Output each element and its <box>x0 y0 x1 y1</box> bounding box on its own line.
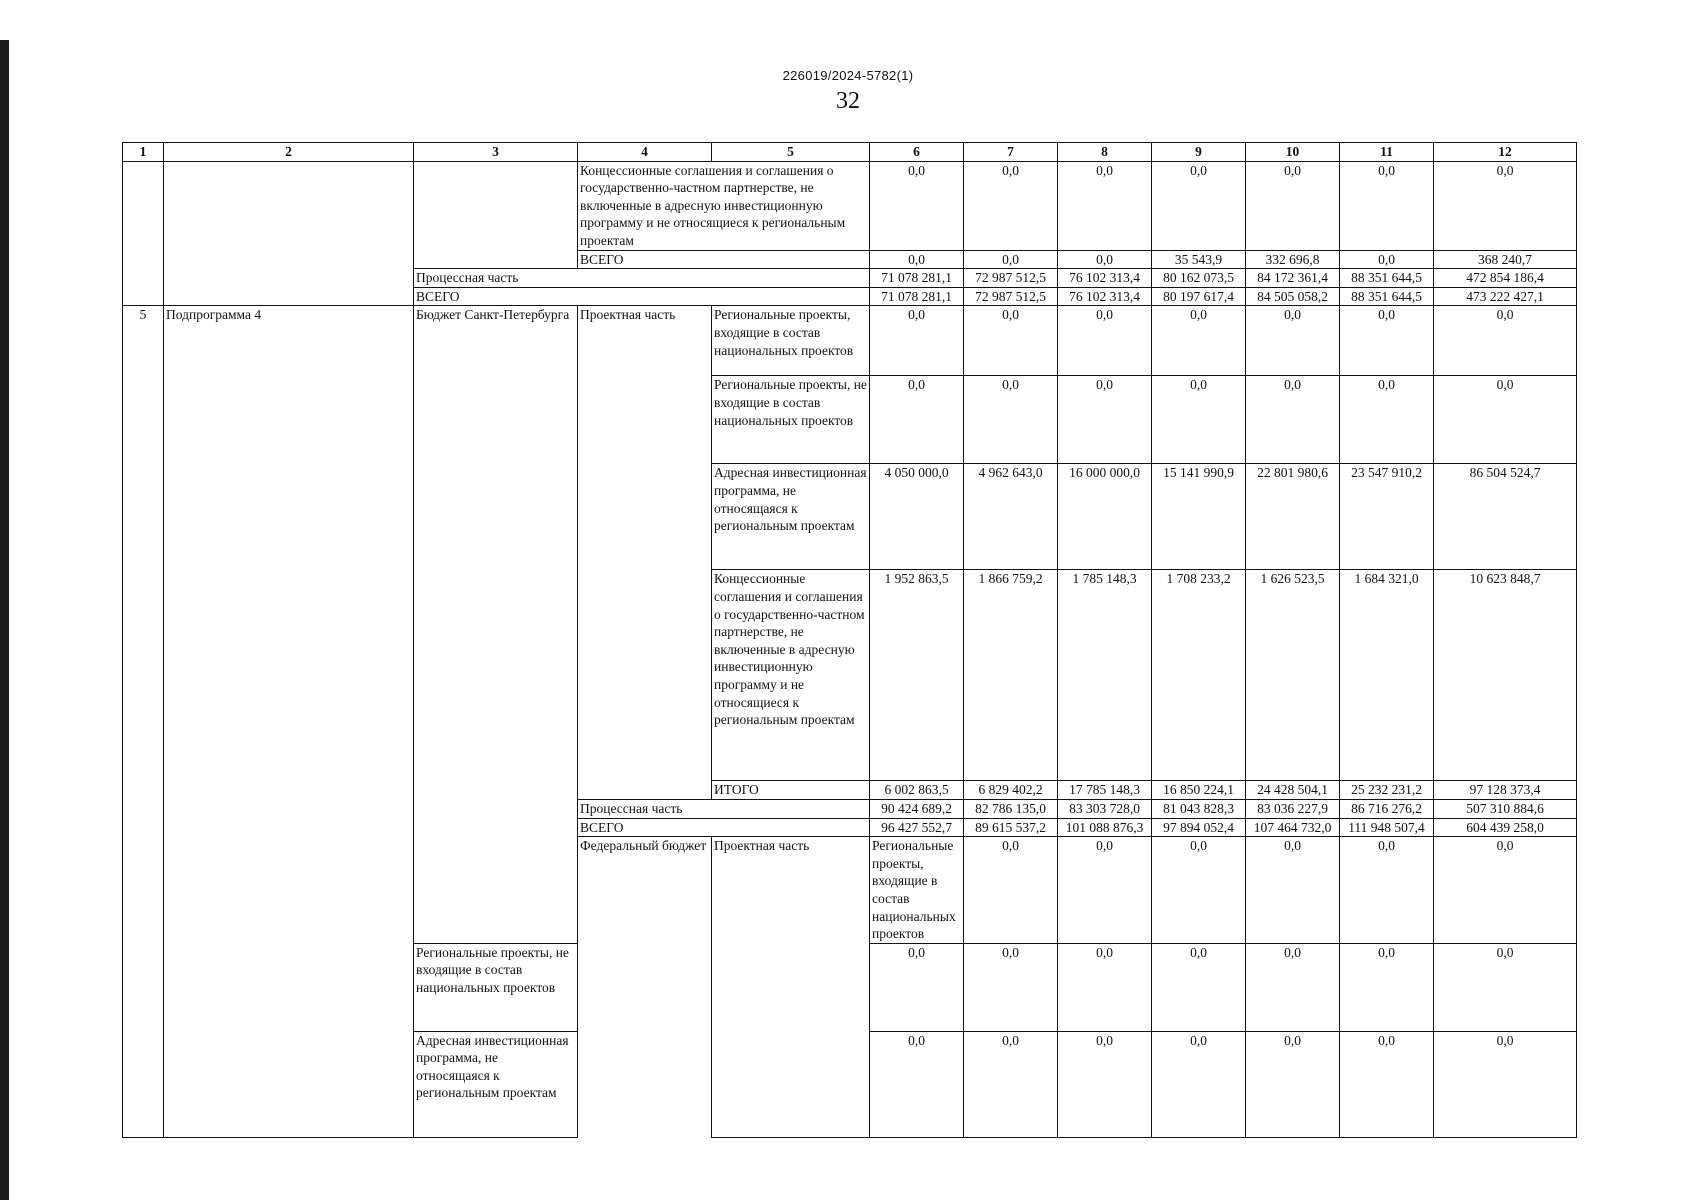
value-cell: 86 504 524,7 <box>1434 464 1577 570</box>
value-cell: 80 197 617,4 <box>1152 287 1246 306</box>
value-cell: 0,0 <box>1152 837 1246 944</box>
value-cell: 0,0 <box>1340 837 1434 944</box>
column-header: 2 <box>164 143 414 162</box>
value-cell: 0,0 <box>964 376 1058 464</box>
table-row <box>123 306 1577 376</box>
column-header: 3 <box>414 143 578 162</box>
value-cell: 86 716 276,2 <box>1340 799 1434 818</box>
value-cell: 0,0 <box>964 943 1058 1031</box>
value-cell: 23 547 910,2 <box>1340 464 1434 570</box>
value-cell: 25 232 231,2 <box>1340 781 1434 800</box>
value-cell: 507 310 884,6 <box>1434 799 1577 818</box>
value-cell: 0,0 <box>1340 376 1434 464</box>
column-header: 10 <box>1246 143 1340 162</box>
budget-table <box>122 142 1577 1138</box>
value-cell: 80 162 073,5 <box>1152 269 1246 288</box>
row-label: ИТОГО <box>712 781 870 800</box>
value-cell: 16 850 224,1 <box>1152 781 1246 800</box>
value-cell: 0,0 <box>964 837 1058 944</box>
value-cell: 88 351 644,5 <box>1340 269 1434 288</box>
value-cell: 0,0 <box>1058 837 1152 944</box>
part-label: Проектная часть <box>712 837 870 1138</box>
value-cell: 0,0 <box>1340 306 1434 376</box>
value-cell: 1 708 233,2 <box>1152 570 1246 781</box>
value-cell: 72 987 512,5 <box>964 287 1058 306</box>
value-cell: 101 088 876,3 <box>1058 818 1152 837</box>
value-cell: 1 952 863,5 <box>870 570 964 781</box>
column-header: 4 <box>578 143 712 162</box>
value-cell: 17 785 148,3 <box>1058 781 1152 800</box>
value-cell: 22 801 980,6 <box>1246 464 1340 570</box>
value-cell: 0,0 <box>1058 943 1152 1031</box>
value-cell: 4 962 643,0 <box>964 464 1058 570</box>
part-label: Проектная часть <box>578 306 712 800</box>
column-header: 7 <box>964 143 1058 162</box>
column-header: 12 <box>1434 143 1577 162</box>
value-cell: 1 866 759,2 <box>964 570 1058 781</box>
value-cell: 1 785 148,3 <box>1058 570 1152 781</box>
cell-empty <box>123 161 164 306</box>
value-cell: 0,0 <box>1434 376 1577 464</box>
header-row <box>123 143 1577 162</box>
row-label: Процессная часть <box>414 269 870 288</box>
row-label: Процессная часть <box>578 799 870 818</box>
value-cell: 90 424 689,2 <box>870 799 964 818</box>
column-header: 1 <box>123 143 164 162</box>
value-cell: 0,0 <box>870 1031 964 1137</box>
value-cell: 35 543,9 <box>1152 250 1246 269</box>
value-cell: 111 948 507,4 <box>1340 818 1434 837</box>
value-cell: 15 141 990,9 <box>1152 464 1246 570</box>
row-label: Региональные проекты, входящие в состав национальных проектов <box>712 306 870 376</box>
value-cell: 0,0 <box>1152 1031 1246 1137</box>
value-cell: 0,0 <box>1434 943 1577 1031</box>
value-cell: 332 696,8 <box>1246 250 1340 269</box>
column-header: 8 <box>1058 143 1152 162</box>
value-cell: 0,0 <box>1340 943 1434 1031</box>
value-cell: 0,0 <box>1152 306 1246 376</box>
value-cell: 0,0 <box>1434 1031 1577 1137</box>
value-cell: 82 786 135,0 <box>964 799 1058 818</box>
value-cell: 0,0 <box>1434 161 1577 250</box>
value-cell: 97 894 052,4 <box>1152 818 1246 837</box>
row-label: Адресная инвестиционная программа, не относящаяся к региональным проектам <box>712 464 870 570</box>
value-cell: 473 222 427,1 <box>1434 287 1577 306</box>
funding-source: Бюджет Санкт-Петербурга <box>414 306 578 943</box>
value-cell: 0,0 <box>964 1031 1058 1137</box>
row-label: Региональные проекты, не входящие в состав национальных проектов <box>414 943 578 1031</box>
value-cell: 604 439 258,0 <box>1434 818 1577 837</box>
value-cell: 0,0 <box>1058 376 1152 464</box>
subprogram-name: Подпрограмма 4 <box>164 306 414 1137</box>
value-cell: 4 050 000,0 <box>870 464 964 570</box>
value-cell: 0,0 <box>1058 161 1152 250</box>
cell-empty <box>414 161 578 269</box>
table-row <box>123 161 1577 250</box>
value-cell: 71 078 281,1 <box>870 287 964 306</box>
value-cell: 0,0 <box>1246 1031 1340 1137</box>
value-cell: 368 240,7 <box>1434 250 1577 269</box>
page-number: 32 <box>836 88 860 114</box>
value-cell: 24 428 504,1 <box>1246 781 1340 800</box>
value-cell: 0,0 <box>870 306 964 376</box>
value-cell: 97 128 373,4 <box>1434 781 1577 800</box>
row-label: Региональные проекты, входящие в состав национальных проектов <box>870 837 964 944</box>
value-cell: 0,0 <box>1058 306 1152 376</box>
value-cell: 10 623 848,7 <box>1434 570 1577 781</box>
document-id: 226019/2024-5782(1) <box>782 68 914 83</box>
value-cell: 0,0 <box>1246 306 1340 376</box>
value-cell: 107 464 732,0 <box>1246 818 1340 837</box>
value-cell: 84 172 361,4 <box>1246 269 1340 288</box>
value-cell: 72 987 512,5 <box>964 269 1058 288</box>
value-cell: 0,0 <box>1058 250 1152 269</box>
value-cell: 83 303 728,0 <box>1058 799 1152 818</box>
row-label: ВСЕГО <box>414 287 870 306</box>
value-cell: 472 854 186,4 <box>1434 269 1577 288</box>
value-cell: 0,0 <box>964 161 1058 250</box>
row-label: Концессионные соглашения и соглашения о государственно-частном партнерстве, не включенные в адресную инвестиционную программу и не относящиеся к региональным проектам <box>712 570 870 781</box>
column-header: 6 <box>870 143 964 162</box>
value-cell: 71 078 281,1 <box>870 269 964 288</box>
value-cell: 89 615 537,2 <box>964 818 1058 837</box>
scan-edge-bar <box>0 40 9 1200</box>
value-cell: 1 626 523,5 <box>1246 570 1340 781</box>
column-header: 9 <box>1152 143 1246 162</box>
value-cell: 1 684 321,0 <box>1340 570 1434 781</box>
value-cell: 0,0 <box>870 943 964 1031</box>
row-label: ВСЕГО <box>578 818 870 837</box>
value-cell: 83 036 227,9 <box>1246 799 1340 818</box>
value-cell: 0,0 <box>1246 943 1340 1031</box>
column-header: 5 <box>712 143 870 162</box>
value-cell: 0,0 <box>1246 161 1340 250</box>
value-cell: 6 829 402,2 <box>964 781 1058 800</box>
funding-source: Федеральный бюджет <box>578 837 712 1138</box>
value-cell: 0,0 <box>1340 1031 1434 1137</box>
value-cell: 76 102 313,4 <box>1058 287 1152 306</box>
value-cell: 0,0 <box>870 161 964 250</box>
value-cell: 16 000 000,0 <box>1058 464 1152 570</box>
value-cell: 0,0 <box>964 306 1058 376</box>
column-header: 11 <box>1340 143 1434 162</box>
value-cell: 81 043 828,3 <box>1152 799 1246 818</box>
value-cell: 76 102 313,4 <box>1058 269 1152 288</box>
value-cell: 0,0 <box>870 376 964 464</box>
value-cell: 0,0 <box>1340 250 1434 269</box>
cell-empty <box>164 161 414 306</box>
row-number: 5 <box>123 306 164 1137</box>
value-cell: 0,0 <box>1434 837 1577 944</box>
value-cell: 84 505 058,2 <box>1246 287 1340 306</box>
value-cell: 88 351 644,5 <box>1340 287 1434 306</box>
value-cell: 0,0 <box>1246 837 1340 944</box>
row-label: Адресная инвестиционная программа, не относящаяся к региональным проектам <box>414 1031 578 1137</box>
value-cell: 0,0 <box>1246 376 1340 464</box>
row-label: Региональные проекты, не входящие в состав национальных проектов <box>712 376 870 464</box>
value-cell: 0,0 <box>1152 376 1246 464</box>
value-cell: 0,0 <box>1152 161 1246 250</box>
value-cell: 0,0 <box>1434 306 1577 376</box>
value-cell: 0,0 <box>870 250 964 269</box>
value-cell: 96 427 552,7 <box>870 818 964 837</box>
row-label: ВСЕГО <box>578 250 870 269</box>
value-cell: 0,0 <box>1058 1031 1152 1137</box>
row-label: Концессионные соглашения и соглашения о государственно-частном партнерстве, не включенные в адресную инвестиционную программу и не относящиеся к региональным проектам <box>578 161 870 250</box>
value-cell: 6 002 863,5 <box>870 781 964 800</box>
value-cell: 0,0 <box>1340 161 1434 250</box>
value-cell: 0,0 <box>1152 943 1246 1031</box>
value-cell: 0,0 <box>964 250 1058 269</box>
